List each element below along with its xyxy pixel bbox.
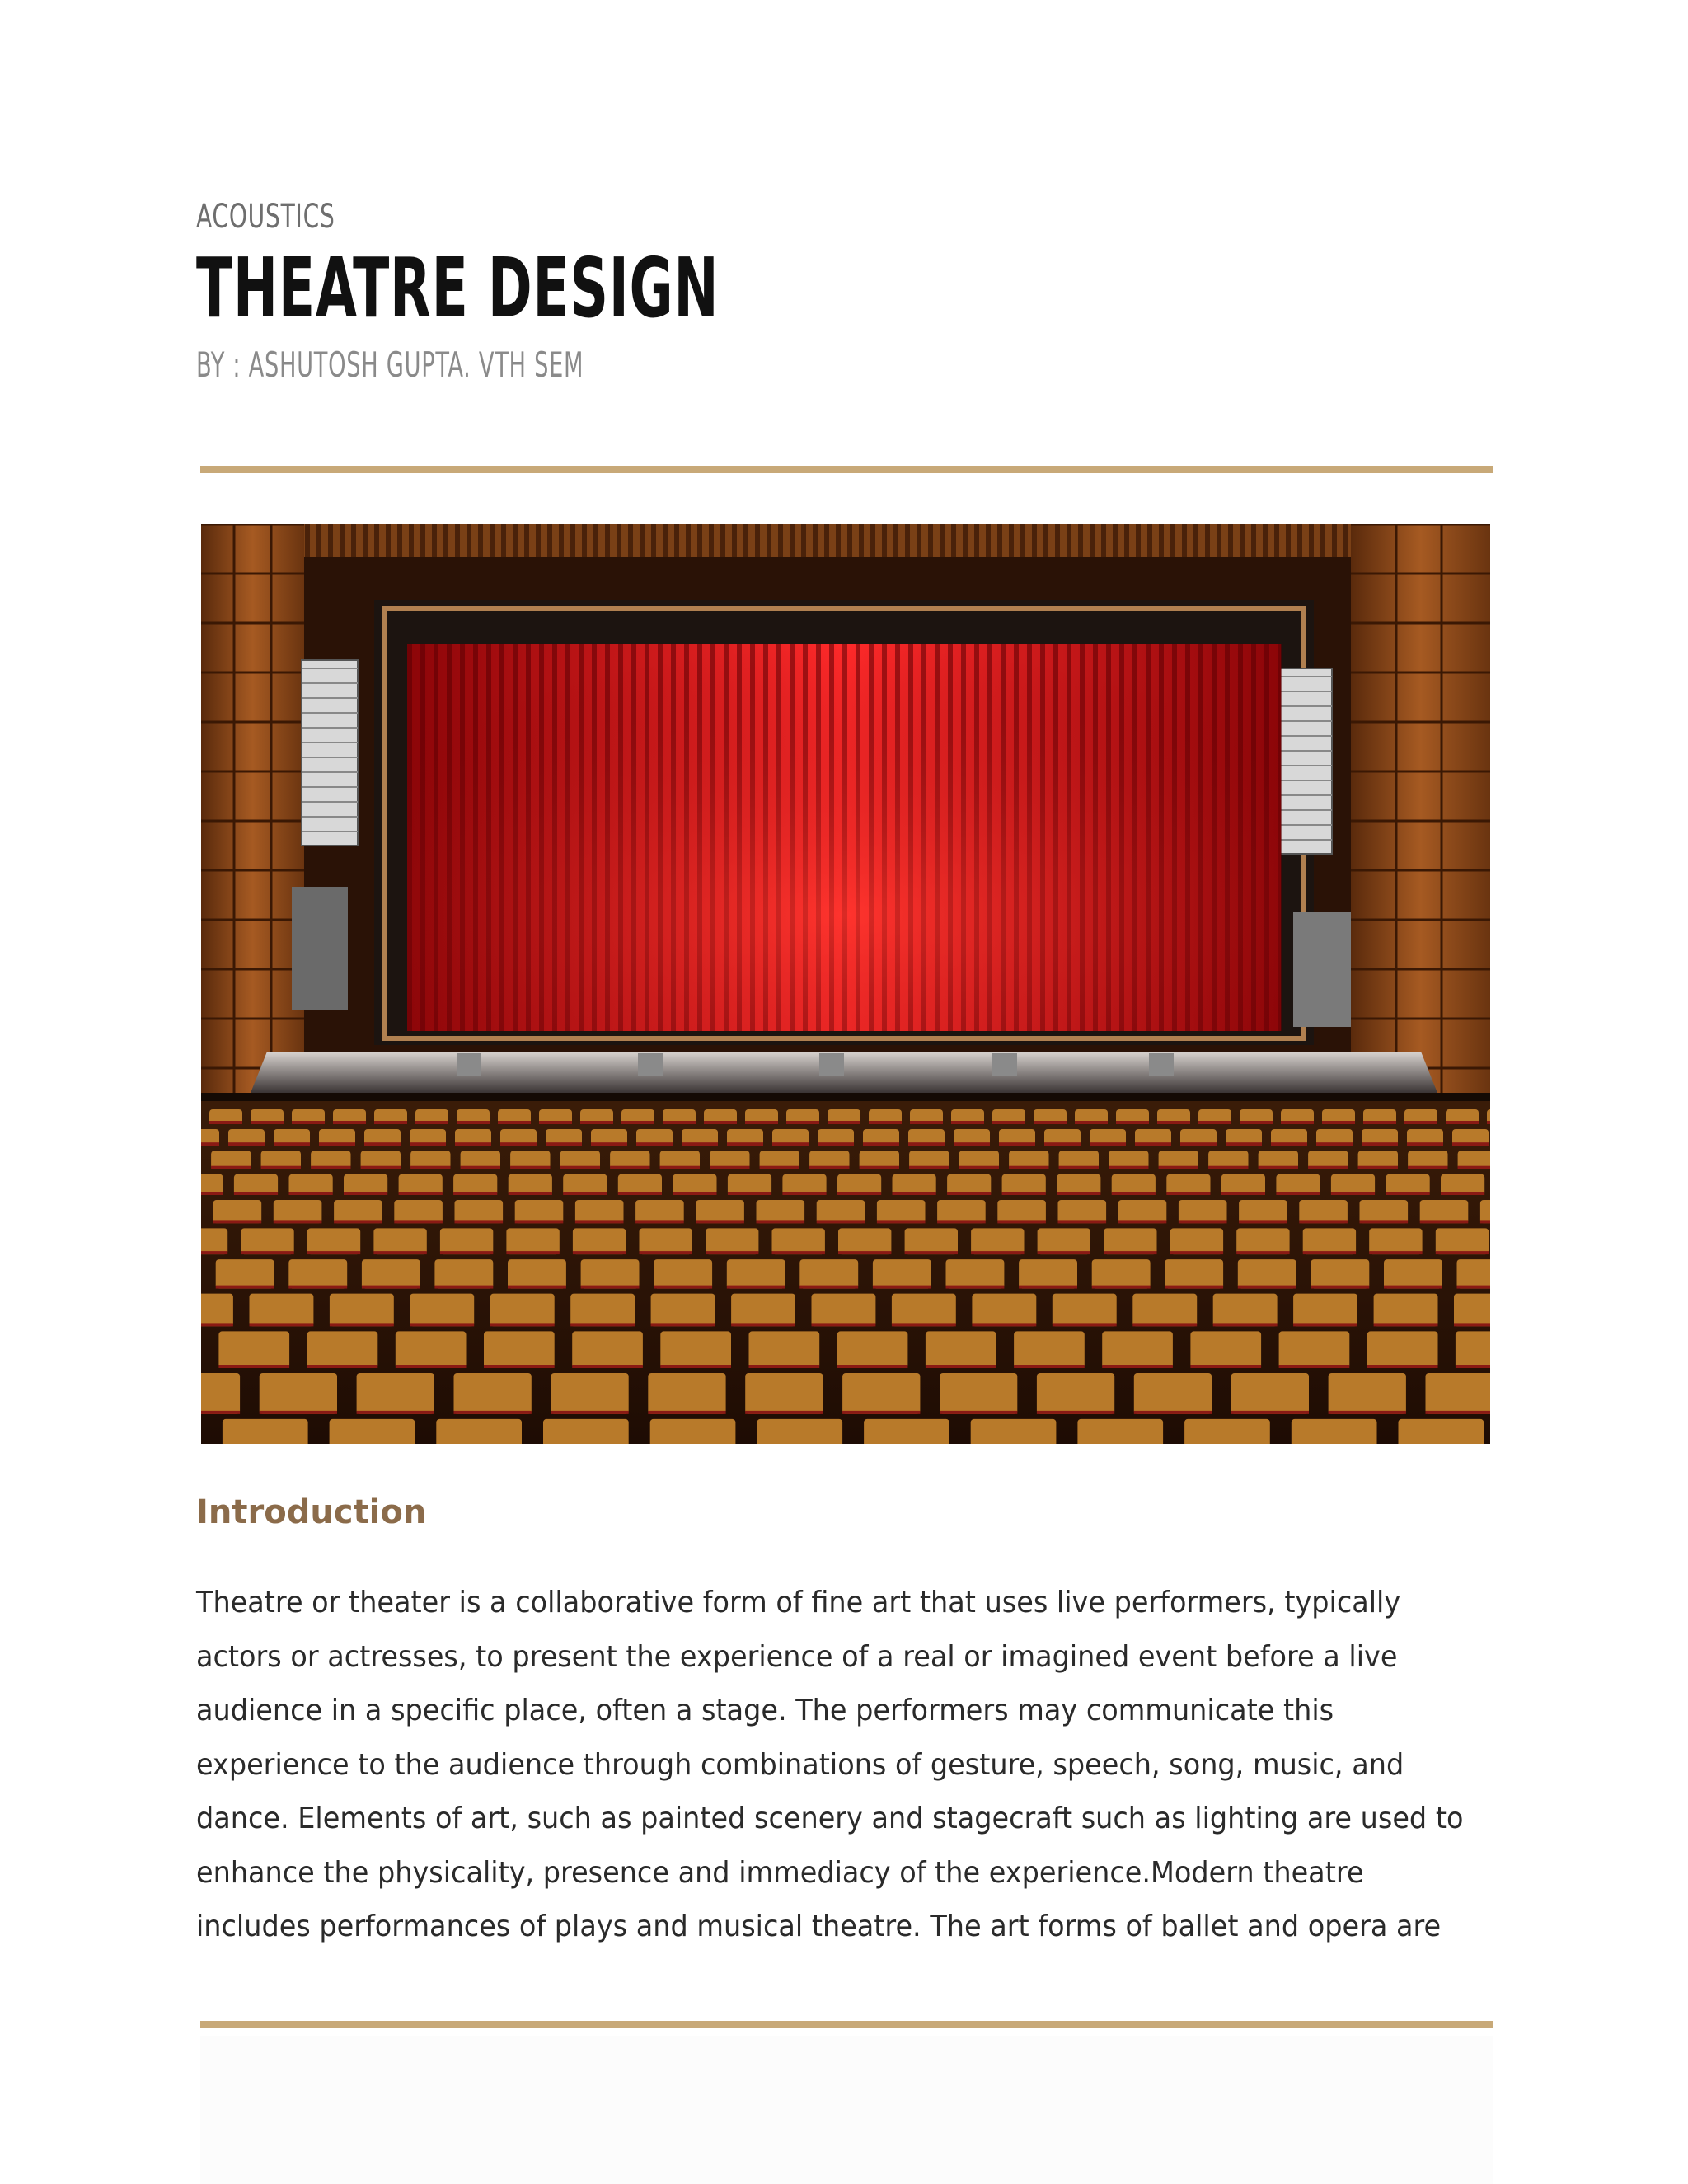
paragraph-line: Theatre or theater is a collaborative form of fine art that uses live performers, typically [196,1586,1401,1619]
footer-panel [200,2036,1493,2184]
theatre-stage-photo [201,524,1490,1444]
section-kicker: ACOUSTICS [196,198,335,236]
paragraph-line: dance. Elements of art, such as painted scenery and stagecraft such as lighting are used to [196,1802,1464,1835]
top-divider [200,466,1493,473]
introduction-paragraph [196,1576,1498,1954]
paragraph-line: actors or actresses, to present the experience of a real or imagined event before a live [196,1639,1398,1674]
author-byline: BY : ASHUTOSH GUPTA. VTH SEM [196,344,584,385]
bottom-divider [200,2021,1493,2028]
page-title: THEATRE DESIGN [196,240,720,336]
paragraph-line: experience to the audience through combinations of gesture, speech, song, music, and [196,1747,1404,1782]
introduction-heading: Introduction [196,1493,427,1531]
paragraph-line: enhance the physicality, presence and immediacy of the experience.Modern theatre [196,1855,1364,1890]
paragraph-line: includes performances of plays and musical theatre. The art forms of ballet and opera are [196,1910,1442,1943]
paragraph-line: audience in a specific place, often a stage. The performers may communicate this [196,1694,1334,1727]
